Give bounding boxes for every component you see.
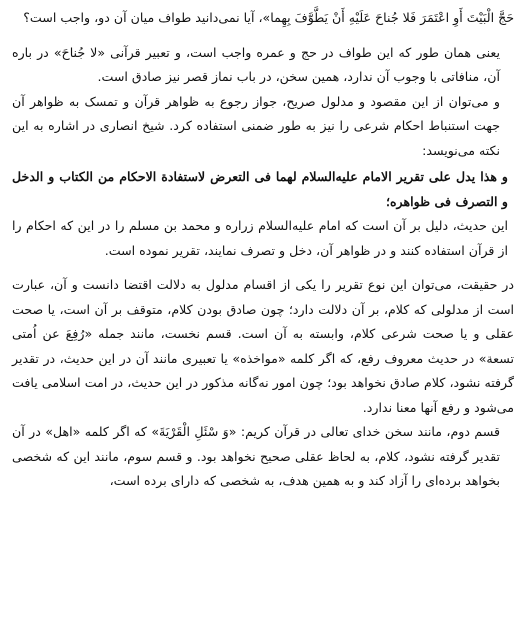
quotation-block: [12, 165, 512, 263]
quotation-translation: اين حديث، دليل بر آن است كه امام عليه‌السلام زراره و محمد بن مسلم را در اين كه احكام را از قرآن استفاده كنند و در ظواهر آن، دخل و تصرف نمايند، تقرير نموده است.: [12, 218, 508, 258]
paragraph-istinbat: و می‌توان از اين مقصود و مدلول صريح، جواز رجوع به ظواهر قرآن و تمسک به ظواهر آن جهت استنباط احكام شرعی را نيز به طور ضمنی استفاده كرد. شيخ انصاری در اشاره به اين نكته می‌نويسد:: [12, 93, 500, 158]
paragraph-gap: [12, 263, 514, 273]
paragraph-quran-verse: حَجَّ الْبَيْتَ أَوِ اعْتَمَرَ فَلا جُناحَ عَلَيْهِ أَنْ يَطَّوَّفَ بِهِما»، آيا نمی‌دانيد طواف ميان آن دو، واجب است؟: [23, 10, 514, 25]
paragraph-la-junah: يعنی همان طور كه اين طواف در حج و عمره واجب است، و تعبير قرآنی «لا جُناحَ» در باره آن، منافاتی با وجوب آن ندارد، همين سخن، در باب نماز قصر نيز صادق است.: [12, 44, 500, 84]
arabic-quotation: و هذا يدل على تقرير الامام عليه‌السلام لهما فی التعرض لاستفادة الاحكام من الكتاب و الدخل و التصرف فی ظواهره؛: [12, 169, 508, 209]
paragraph-dalalat-iqtiza: در حقيقت، می‌توان اين نوع تقرير را يكی از اقسام مدلول به دلالت اقتضا دانست و آن، عبارت است از مدلولی كه كلام، بر آن دلالت دارد؛ چون صادق بودن كلام، متوقف بر آن است، يا صحت عقلی و يا صحت شرعی كلام، وابسته به آن است. قسم نخست، مانند جمله «رُفِعَ عن اُمتی تسعة» در حديث معروف رفع، كه اگر كلمه «مواخذه» يا تعبيری مانند آن در اين حديث، در تقدير گرفته نشود، كلام صادق نخواهد بود؛ چون امور نه‌گانه مذكور در اين حديث، در امت اسلامی يافت می‌شود و رفع آنها معنا ندارد.: [12, 277, 514, 415]
paragraph-gap: [12, 31, 514, 41]
paragraph-second-kind: قسم دوم، مانند سخن خدای تعالی در قرآن كريم: «وَ سْئَلِ الْقَرْيَةَ» كه اگر كلمه «اهل» در آن تقدير گرفته نشود، كلام، به لحاظ عقلی صحيح نخواهد بود. و قسم سوم، مانند اين كه شخصی بخواهد برده‌ای را آزاد كند و به همين هدف، به شخصی كه دارای برده است،: [12, 424, 500, 488]
